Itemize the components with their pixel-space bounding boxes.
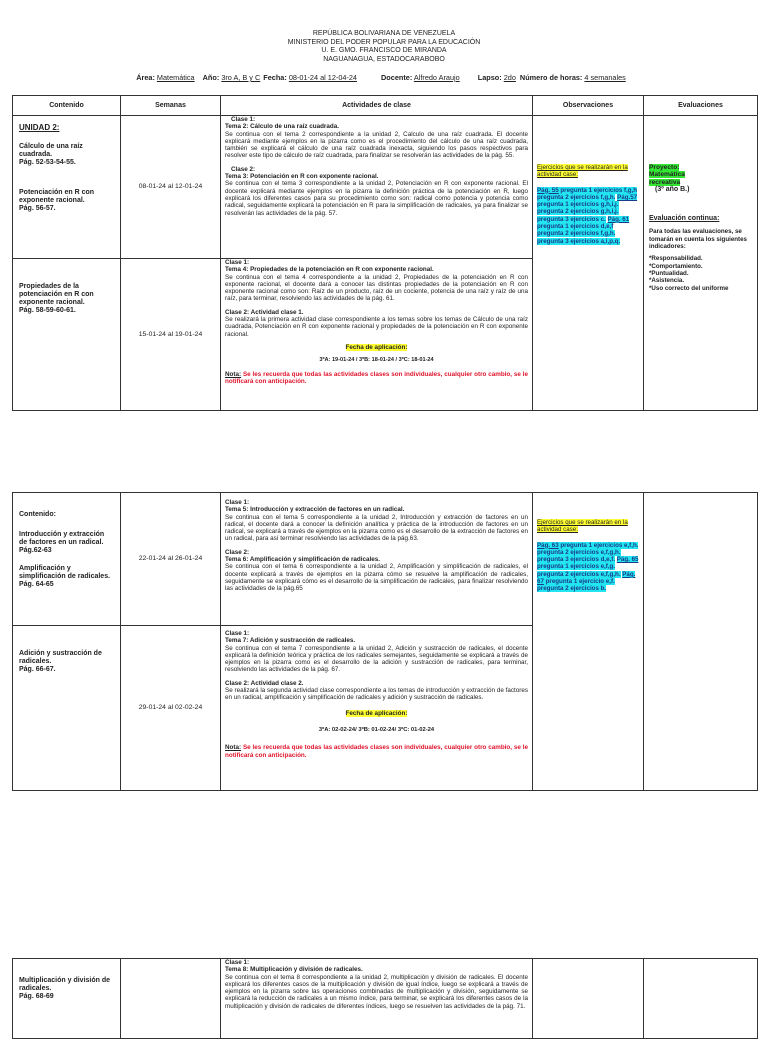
exercise-page: Pág. 55 bbox=[537, 186, 559, 194]
col-actividades: Actividades de clase bbox=[221, 96, 533, 116]
activity-description: Se continua con el tema 7 correspondiente a la unidad 2, Adición y sustracción de radicales, el docente explicará la definición teórica y práctica de los radicales semejantes, seguidamente se explicará a través de ejemplos en la pizarra como es el desarrollo de la adición y sustracción de radicales, para terminar, resolviendo las actividades de la pág. 67. bbox=[225, 644, 528, 674]
application-dates: 3ºA: 02-02-24/ 3ºB: 01-02-24/ 3ºC: 01-02-24 bbox=[318, 726, 435, 733]
indicator: *Comportamiento. bbox=[649, 262, 703, 270]
exercises-title: Ejercicios que se realizarán en la actividad case: bbox=[537, 164, 628, 179]
col-contenido: Contenido bbox=[13, 96, 121, 116]
content-pages: Pág. 66-67. bbox=[19, 666, 56, 673]
activity-description: Se continua con el tema 4 correspondiente a la unidad 2, Propiedades de la potenciación en R con exponente racional, el docente dará a conocer las distintas propiedades de la potenciación en R con exponente racional como son: Raíz de un producto, raíz de un cociente, potencia de una raíz y raíz de una raíz, para terminar, resolviendo las actividades de la pág. 61. bbox=[225, 273, 528, 303]
activity-description: Se continua con el tema 2 correspondiente a la unidad 2, Calculo de una raíz cuadrada. El docente explicará mediante ejemplos en la pizarra como es el procedimiento del cálculo de una raíz cuadrada, también se explicará el cálculo de una raíz cuadrada inexacta, siguiendo los pasos respectivos para resolver este tipo de cálculo de raíz cuadrada, para finalizar se resolverán las actividades de la pág. 55. bbox=[225, 130, 528, 160]
col-semanas: Semanas bbox=[121, 96, 221, 116]
header-line: MINISTERIO DEL PODER POPULAR PARA LA EDUCACIÓN bbox=[287, 38, 481, 46]
indicator: *Puntualidad. bbox=[649, 269, 689, 277]
activity-description: Se continua con el tema 6 correspondiente a la unidad 2, Amplificación y simplificación de radicales, el docente explicará a través de ejemplos en la pizarra cómo se resuelve la amplificación de radicales, seguidamente se explicará cómo es el desarrollo de la simplificación de radicales, para finalizar resolviendo las actividades de la pág.65 bbox=[225, 563, 528, 593]
exercise-text: pregunta 1 ejercicio e,f. pregunta 2 ejercicios b. bbox=[537, 578, 615, 593]
horas-label: Número de horas: bbox=[519, 73, 583, 82]
topic-title: Tema 7: Adición y sustracción de radicales. bbox=[225, 637, 356, 645]
class-label: Clase 2: bbox=[225, 548, 250, 556]
continuous-eval-text: Para todas las evaluaciones, se tomarán en cuenta los siguientes indicadores: bbox=[649, 228, 747, 251]
activity-description: Se continua con el tema 5 correspondiente a la unidad 2, Introducción y extracción de factores en un radical, el docente dará a conocer la definición analítica y práctica de la introducción de factores en un radical, se explicará a través de ejemplos en la pizarra como es el desarrollo de la extracción de factores en un radical, para así terminar resolviendo las actividades de la pág.63. bbox=[225, 513, 528, 543]
contenido-cell bbox=[13, 259, 121, 411]
plan-table-1 bbox=[12, 95, 758, 411]
observaciones-cell bbox=[533, 116, 644, 411]
table-row bbox=[13, 116, 758, 259]
content-pages: Pág. 58-59-60-61. bbox=[19, 307, 76, 314]
class-label: Clase 1: bbox=[225, 259, 250, 266]
activities-cell bbox=[221, 493, 533, 626]
fecha-label: Fecha: bbox=[263, 73, 287, 82]
horas-value: 4 semanales bbox=[584, 73, 626, 82]
contenido-cell bbox=[13, 493, 121, 626]
contenido-cell bbox=[13, 116, 121, 259]
evaluaciones-cell bbox=[644, 116, 758, 411]
col-evaluaciones: Evaluaciones bbox=[644, 96, 758, 116]
plan-table-3 bbox=[12, 958, 758, 1039]
application-date-label: Fecha de aplicación: bbox=[345, 709, 408, 717]
activity-description: Se realizará la segunda actividad clase correspondiente a los temas de introducción y extracción de factores en un radical, amplificación y simplificación de radicales y adición y sustracción de radicales. bbox=[225, 687, 528, 702]
indicator: *Uso correcto del uniforme bbox=[649, 284, 729, 292]
activity-description: Se realizará la primera actividad clase correspondiente a los temas sobre los temas de Cálculo de una raíz cuadrada, Potenciación en R con exponente racional y propiedades de la potenciación en R con exponente racional. bbox=[225, 316, 528, 338]
observaciones-cell bbox=[533, 959, 644, 1039]
evaluaciones-cell bbox=[644, 493, 758, 791]
note-text: Se les recuerda que todas las actividades clases son individuales, cualquier otro cambio, se le notificará con anticipación. bbox=[225, 370, 529, 385]
class-label: Clase 1: bbox=[225, 630, 250, 637]
application-dates: 3ºA: 19-01-24 / 3ºB: 18-01-24 / 3ºC: 18-01-24 bbox=[319, 357, 434, 364]
topic-title: Tema 6: Amplificación y simplificación de radicales. bbox=[225, 556, 381, 564]
plan-meta bbox=[0, 73, 768, 82]
anio-label: Año: bbox=[202, 73, 220, 82]
week-cell bbox=[121, 959, 221, 1039]
header-line: NAGUANAGUA, ESTADOCARABOBO bbox=[323, 55, 445, 63]
topic-title: Tema 2: Cálculo de una raíz cuadrada. bbox=[225, 123, 339, 131]
area-value: Matemática bbox=[156, 73, 195, 82]
note-text: Se les recuerda que todas las actividades clases son individuales, cualquier otro cambio, se le notificará con anticipación. bbox=[225, 744, 529, 759]
exercise-text: pregunta 1 ejercicios e,f,h. pregunta 2 ejercicios e,f,g,h. pregunta 3 ejercicios d,e,f. bbox=[537, 541, 639, 564]
week-cell: 29-01-24 al 02-02-24 bbox=[121, 626, 221, 791]
fecha-value: 08-01-24 al 12-04-24 bbox=[288, 73, 357, 82]
content-pages: Pág.62-63 bbox=[19, 547, 52, 554]
class-label: Clase 2: Actividad clase 1. bbox=[225, 308, 304, 316]
exercise-list bbox=[537, 187, 639, 245]
exercise-list bbox=[537, 542, 639, 593]
indicator: *Responsabilidad. bbox=[649, 255, 703, 263]
topic-title: Tema 5: Introducción y extracción de factores en un radical. bbox=[225, 506, 405, 514]
contenido-cell bbox=[13, 959, 121, 1039]
exercise-text: pregunta 1 ejercicios g,h,i,j. pregunta 2 ejercicios g,h,i,j. pregunta 3 ejercicios c. bbox=[537, 201, 619, 223]
activities-cell bbox=[221, 959, 533, 1039]
exercise-page: Pág. 67 bbox=[537, 570, 636, 586]
indicator-list bbox=[649, 255, 752, 291]
application-date-label: Fecha de aplicación: bbox=[345, 343, 408, 351]
week-cell: 22-01-24 al 26-01-24 bbox=[121, 493, 221, 626]
content-pages: Pág. 56-57. bbox=[19, 205, 56, 212]
class-label: Clase 2: Actividad clase 2. bbox=[225, 679, 304, 687]
exercise-text: pregunta 1 ejercicios f,g,h pregunta 2 ejercicios f,g,h. bbox=[537, 186, 638, 201]
note-label: Nota: bbox=[225, 370, 242, 378]
lapso-label: Lapso: bbox=[477, 73, 502, 82]
project-label: Proyecto: Matemática recreativa bbox=[649, 164, 685, 186]
content-topic: Introducción y extracción de factores en un radical. bbox=[19, 531, 105, 546]
topic-title: Tema 8: Multiplicación y división de radicales. bbox=[225, 966, 363, 974]
area-label: Área: bbox=[136, 73, 155, 82]
class-label: Clase 1: bbox=[225, 499, 250, 506]
continuous-eval-title: Evaluación continua: bbox=[649, 215, 720, 223]
header-line: REPÚBLICA BOLIVARIANA DE VENEZUELA bbox=[312, 30, 456, 37]
table-row bbox=[13, 959, 758, 1039]
exercise-text: pregunta 1 ejercicios e,f,g. pregunta 2 ejercicios e,f,g,h. bbox=[537, 563, 621, 578]
week-cell: 08-01-24 al 12-01-24 bbox=[121, 116, 221, 259]
content-topic: Adición y sustracción de radicales. bbox=[19, 650, 102, 665]
content-pages: Pág. 52-53-54-55. bbox=[19, 159, 76, 166]
col-observaciones: Observaciones bbox=[533, 96, 644, 116]
exercises-title: Ejercicios que se realizarán en la actividad case: bbox=[537, 519, 628, 534]
exercise-page: Pág.57 bbox=[617, 193, 638, 201]
docente-value: Alfredo Araujo bbox=[413, 73, 460, 82]
evaluaciones-cell bbox=[644, 959, 758, 1039]
activity-description: Se continua con el tema 8 correspondiente a la unidad 2, multiplicación y división de radicales. El docente explicará los diferentes casos de la multiplicación y división de igual índice, luego se explicará a través de ejemplos en la pizarra sobre las operaciones combinadas de multiplicación y división, seguidamente se explicará la reducción de radicales a un mismo índice, para terminar, se explicará los diferentes casos de la multiplicación y división de radicales de diferentes índices, luego se resuelven las actividades de la pág. 71. bbox=[225, 973, 528, 1010]
content-topic: Potenciación en R con exponente racional. bbox=[19, 189, 95, 204]
contenido-cell bbox=[13, 626, 121, 791]
observaciones-cell bbox=[533, 493, 644, 791]
class-label: Clase 1: bbox=[225, 959, 250, 966]
exercise-page: Pág. 65 bbox=[616, 556, 639, 564]
indicator: *Asistencia. bbox=[649, 277, 685, 285]
table-row bbox=[13, 493, 758, 626]
anio-value: 3ro A, B y C bbox=[221, 73, 261, 82]
unidad-title: UNIDAD 2: bbox=[19, 123, 60, 132]
content-topic: Propiedades de la potenciación en R con exponente racional. bbox=[19, 283, 94, 306]
content-topic: Multiplicación y división de radicales. bbox=[19, 977, 111, 992]
activity-description: Se continua con el tema 3 correspondiente a la unidad 2, Potenciación en R con exponente racional. El docente explicará mediante ejemplos en la pizarra la definición práctica de la potenciación en R, luego explicará los diferentes casos para su procedimiento como son: radical como potencia y potencia como radical, seguidamente explicará la potenciación en R para la simplificación de radicales, ya para finalizar se resolverán las actividades de la pág. 57. bbox=[225, 180, 528, 217]
content-pages: Pág. 64-65 bbox=[19, 581, 54, 588]
lapso-value: 2do bbox=[503, 73, 516, 82]
content-topic: Amplificación y simplificación de radicales. bbox=[19, 565, 111, 580]
exercise-page: Pág. 63 bbox=[537, 541, 559, 549]
plan-table-2 bbox=[12, 492, 758, 791]
week-cell: 15-01-24 al 19-01-24 bbox=[121, 259, 221, 411]
topic-title: Tema 4: Propiedades de la potenciación en R con exponente racional. bbox=[225, 266, 434, 274]
content-pages: Pág. 68-69 bbox=[19, 993, 54, 1000]
document-header bbox=[0, 30, 768, 64]
note-label: Nota: bbox=[225, 744, 242, 752]
content-topic: Cálculo de una raíz cuadrada. bbox=[19, 143, 83, 158]
topic-title: Tema 3: Potenciación en R con exponente racional. bbox=[225, 173, 379, 181]
table-header-row bbox=[13, 96, 758, 116]
class-label: Clase 1: bbox=[231, 116, 256, 123]
activities-cell bbox=[221, 259, 533, 411]
contenido-label: Contenido: bbox=[19, 511, 56, 518]
exercise-page: Pág. 61 bbox=[607, 215, 630, 223]
activities-cell bbox=[221, 116, 533, 259]
class-label: Clase 2: bbox=[231, 165, 256, 173]
activities-cell bbox=[221, 626, 533, 791]
exercise-text: pregunta 1 ejercicios d,e,f pregunta 2 ejercicios f,g,h. pregunta 3 ejercicios a,i,p,q. bbox=[537, 223, 621, 245]
header-line: U. E. GMO. FRANCISCO DE MIRANDA bbox=[321, 47, 447, 54]
project-year: (3º año B.) bbox=[655, 185, 690, 193]
docente-label: Docente: bbox=[381, 73, 413, 82]
